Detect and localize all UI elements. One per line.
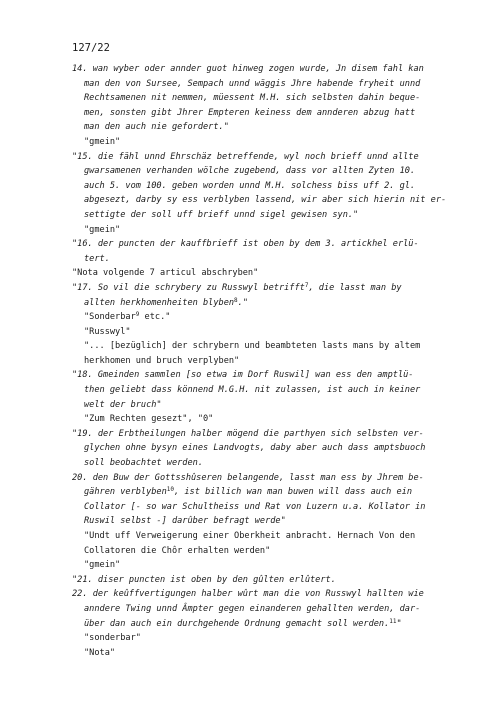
text-line	[72, 106, 467, 121]
text-segment: welt der bruch"	[84, 399, 162, 410]
text-segment: "21. diser puncten ist oben by den gûlten erlûtert.	[72, 574, 336, 585]
text-segment: "sonderbar"	[84, 633, 141, 644]
text-segment: herkhomen und bruch verplyben"	[84, 355, 240, 366]
text-line	[72, 631, 467, 646]
text-line	[72, 368, 467, 383]
footnote-ref: 10	[166, 486, 175, 494]
text-line	[72, 544, 467, 559]
text-segment: soll beobachtet werden.	[84, 458, 203, 469]
text-segment: anndere Twing unnd Âmpter gegen einanderen gehallten werden, dar-	[84, 603, 421, 614]
text-segment: men, sonsten gibt Jhrer Empteren keiness dem annderen abzug hatt	[84, 107, 416, 118]
text-segment: man den von Sursee, Sempach unnd wäggis Jhre habende fryheit unnd	[84, 78, 421, 89]
text-segment: abgesezt, darby sy ess verblyben lassend, wir aber sich hierin nit er-	[84, 195, 447, 206]
text-line	[72, 339, 467, 354]
text-line	[72, 208, 467, 223]
text-line	[72, 135, 467, 150]
text-line	[72, 252, 467, 267]
text-line	[72, 427, 467, 442]
text-segment: "gmein"	[84, 224, 121, 235]
text-segment: 14. wan wyber oder annder guot hinweg zogen wurde, Jn disem fahl kan	[72, 64, 424, 74]
text-segment: auch 5. vom 100. geben worden unnd M.H. solchess biss uff 2. gl.	[84, 180, 416, 191]
text-segment: glychen ohne bysyn eines Landvogts, daby aber auch dass amptsbuoch	[84, 443, 426, 454]
footnote-ref: 11	[389, 617, 397, 625]
text-segment: "gmein"	[84, 136, 121, 147]
text-line	[72, 602, 467, 617]
text-line	[72, 412, 467, 427]
text-segment: man den auch nie gefordert."	[84, 122, 229, 133]
text-segment: allten herkhomenheiten blyben	[84, 297, 235, 308]
text-segment: 20. den Buw der Gottsshûseren belangende, lasst man ess by Jhrem be-	[72, 472, 424, 483]
text-segment: , die lasst man by	[308, 282, 402, 293]
text-segment: ."	[237, 297, 249, 308]
text-line	[72, 193, 467, 208]
text-line	[72, 62, 467, 77]
text-line	[72, 77, 467, 92]
text-line	[72, 617, 467, 632]
text-line	[72, 91, 467, 106]
text-segment: Rechtsamenen nit nemmen, müessent M.H. sich selbsten dahin beque-	[84, 93, 421, 104]
text-line	[72, 223, 467, 238]
footnote-ref: 7	[304, 281, 309, 289]
page-number: 127/22	[72, 42, 110, 54]
text-segment: Collatoren die Chôr erhalten werden"	[84, 545, 271, 556]
text-line	[72, 150, 467, 165]
text-line	[72, 310, 467, 325]
text-segment: settigte der soll uff brieff unnd sigel gewisen syn."	[84, 209, 359, 220]
text-line	[72, 354, 467, 369]
footnote-ref: 9	[135, 311, 140, 319]
text-segment: tert.	[84, 253, 110, 264]
text-line	[72, 179, 467, 194]
text-segment: gähren verblyben	[84, 487, 167, 498]
text-segment: 22. der keûffvertigungen halber wûrt man die von Russwyl hallten wie	[72, 589, 424, 600]
text-line	[72, 485, 467, 500]
text-line	[72, 456, 467, 471]
text-segment: "Undt uff Verweigerung einer Oberkheit anbracht. Hernach Von den	[84, 531, 416, 541]
text-line	[72, 164, 467, 179]
text-line	[72, 441, 467, 456]
text-segment: "Nota"	[84, 647, 116, 658]
text-segment: über dan auch ein durchgehende Ordnung gemacht soll werden.	[84, 618, 390, 629]
text-line	[72, 529, 467, 544]
footnote-ref: 8	[234, 296, 238, 304]
text-segment: etc."	[139, 312, 171, 323]
text-segment: "Russwyl"	[84, 326, 131, 337]
text-line	[72, 383, 467, 398]
text-segment: "Sonderbar	[84, 312, 136, 323]
text-line	[72, 266, 467, 281]
text-line	[72, 325, 467, 340]
text-segment: then geliebt dass könnend M.G.H. nit zulassen, ist auch in keiner	[84, 385, 421, 396]
text-segment: "18. Gmeinden sammlen [so etwa im Dorf Ruswil] wan ess den amptlü-	[72, 370, 414, 381]
text-line	[72, 514, 467, 529]
text-line	[72, 471, 467, 486]
text-line	[72, 558, 467, 573]
text-line	[72, 587, 467, 602]
text-line	[72, 398, 467, 413]
text-line	[72, 237, 467, 252]
text-segment: "16. der puncten der kauffbrieff ist oben by dem 3. artickhel erlü-	[72, 239, 419, 250]
text-segment: Ruswil selbst -] darûber befragt werde"	[84, 516, 286, 527]
text-segment: "gmein"	[84, 560, 121, 571]
text-segment: "19. der Erbtheilungen halber mögend die parthyen sich selbsten ver-	[72, 428, 424, 439]
document-body	[72, 62, 467, 660]
text-line	[72, 296, 467, 311]
text-segment: "Nota volgende 7 articul abschryben"	[72, 268, 259, 279]
text-segment: Collator [- so war Schultheiss und Rat von Luzern u.a. Kollator in	[84, 501, 426, 512]
text-line	[72, 281, 467, 296]
text-line	[72, 646, 467, 661]
text-segment: "17. So vil die schrybery zu Russwyl betrifft	[72, 282, 305, 293]
text-line	[72, 573, 467, 588]
text-line	[72, 500, 467, 515]
text-segment: "15. die fähl unnd Ehrschäz betreffende, wyl noch brieff unnd allte	[72, 151, 419, 162]
text-segment: "... [bezüglich] der schrybern und beambteten lasts mans by altem	[84, 341, 421, 352]
text-segment: "	[396, 618, 402, 629]
text-segment: "Zum Rechten gesezt", "0"	[84, 414, 214, 425]
text-line	[72, 120, 467, 135]
text-segment: , ist billich wan man buwen will dass auch ein	[174, 487, 413, 498]
text-segment: gwarsamenen verhanden wölche zugebend, dass vor allten Zyten 10.	[84, 166, 416, 177]
